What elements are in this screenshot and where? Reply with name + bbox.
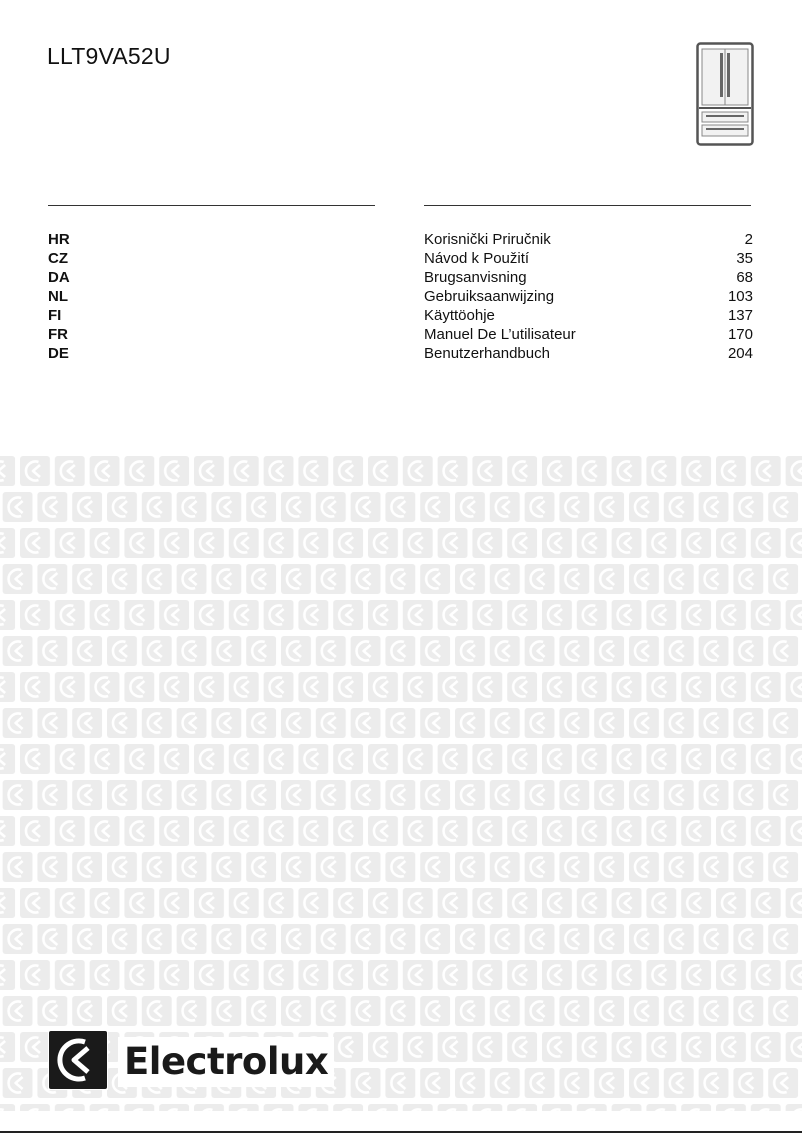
language-code: FI — [48, 307, 62, 324]
page-number: 137 — [727, 307, 753, 324]
model-number: LLT9VA52U — [47, 43, 171, 69]
page-number: 2 — [744, 231, 753, 248]
manual-title: Korisnički Priručnik — [424, 231, 551, 248]
left-divider — [48, 205, 375, 206]
language-code: DE — [48, 345, 69, 362]
language-code: DA — [48, 269, 70, 286]
page-number: 68 — [736, 269, 753, 286]
manual-title: Manuel De L’utilisateur — [424, 326, 576, 343]
language-code: FR — [48, 326, 68, 343]
page-number: 170 — [727, 326, 753, 343]
manual-title: Gebruiksaanwijzing — [424, 288, 555, 305]
language-code: HR — [48, 231, 70, 248]
toc-row-cz[interactable] — [0, 249, 802, 268]
manual-title: Návod k Použití — [424, 250, 530, 267]
language-code: NL — [48, 288, 68, 305]
toc-row-hr[interactable] — [0, 230, 802, 249]
brand-wordmark: Electrolux — [118, 1037, 334, 1087]
manual-title: Käyttöohje — [424, 307, 495, 324]
manual-title: Brugsanvisning — [424, 269, 527, 286]
french-door-fridge-icon — [696, 42, 754, 146]
toc-row-da[interactable] — [0, 268, 802, 287]
electrolux-logo — [48, 1030, 329, 1093]
page-number: 204 — [727, 345, 753, 362]
toc-row-fr[interactable] — [0, 325, 802, 344]
toc-row-de[interactable] — [0, 344, 802, 363]
manual-title: Benutzerhandbuch — [424, 345, 550, 362]
brand-logo-pattern — [0, 455, 802, 1111]
page-number: 103 — [727, 288, 753, 305]
right-divider — [424, 205, 751, 206]
language-code: CZ — [48, 250, 68, 267]
electrolux-logo-icon — [48, 1030, 108, 1090]
toc-row-nl[interactable] — [0, 287, 802, 306]
page-number: 35 — [736, 250, 753, 267]
bottom-border — [0, 1131, 802, 1133]
toc-row-fi[interactable] — [0, 306, 802, 325]
